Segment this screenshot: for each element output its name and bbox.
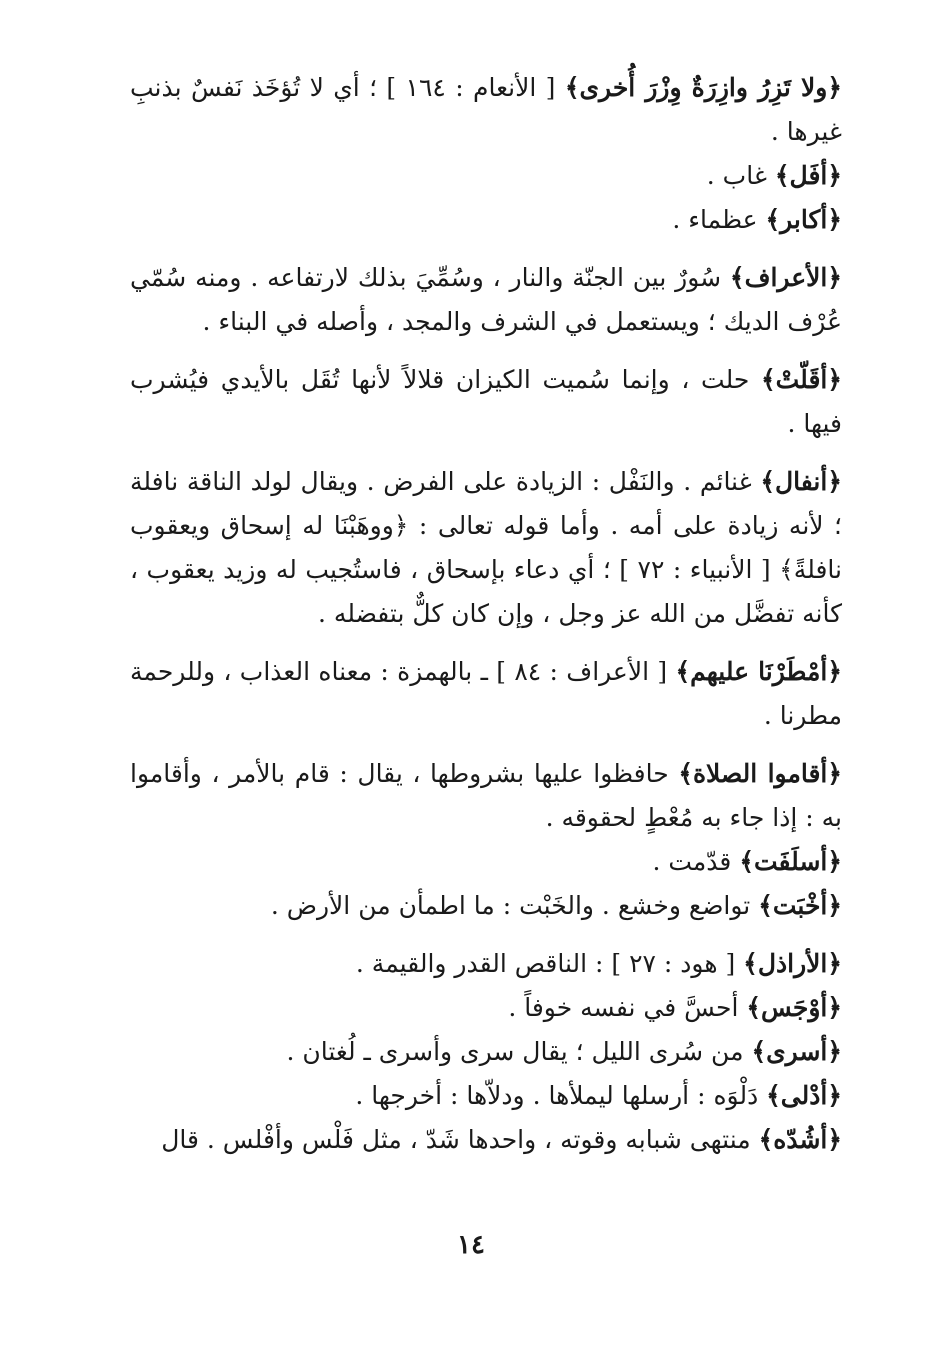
entry-amtarna: [130, 650, 842, 738]
entry-al-aradhil: [130, 942, 842, 986]
entry-headword: ﴿أكابر﴾: [765, 205, 842, 234]
entry-definition: تواضع وخشع . والخَبْت : ما اطمأن من الأرض .: [270, 891, 759, 920]
entry-headword: ﴿أشُدّه﴾: [758, 1125, 842, 1154]
entry-definition: دَلْوَه : أرسلها ليملأها . ودلاّها : أخرجها .: [355, 1081, 767, 1110]
entry-definition: [ الأنعام : ١٦٤ ] ؛ أي لا تُؤخَذ نَفسٌ بذنبِ غيرها .: [130, 73, 842, 146]
page-number: ١٤: [457, 1230, 485, 1260]
entry-definition: سُورٌ بين الجنّة والنار ، وسُمِّيَ بذلك لارتفاعه . ومنه سُمّي عُرْف الديك ؛ ويستعمل في الشرف والمجد ، وأصله في البناء .: [130, 263, 842, 336]
entry-headword: ﴿أفَل﴾: [774, 161, 842, 190]
entry-definition: حلت ، وإنما سُميت الكيزان قلالاً لأنها تُقَل بالأيدي فيُشرب فيها .: [130, 365, 842, 438]
entry-ashuddah: [130, 1118, 842, 1162]
entry-definition: غنائم . والنَفْل : الزيادة على الفرض . ويقال لولد الناقة نافلة ؛ لأنه زيادة على أمه . وأما قوله تعالى : ﴿ووهَبْنَا له إسحاق ويعقوب نافلةً﴾ [ الأنبياء : ٧٢ ] ؛ أي دعاء بإسحاق ، فاستُجيب له وزيد يعقوب ، كأنه تفضَّل من الله عز وجل ، وإن كان كلٌّ بتفضله .: [130, 467, 842, 628]
entry-headword: ﴿أخْبَت﴾: [758, 891, 842, 920]
entry-asra: [130, 1030, 842, 1074]
entry-headword: ﴿أسلَفَت﴾: [739, 847, 842, 876]
entry-aqallat: [130, 358, 842, 446]
entry-definition: قدّمت .: [652, 847, 740, 876]
entry-definition: أحسَّ في نفسه خوفاً .: [508, 993, 747, 1022]
entry-headword: ﴿أقَلّتْ﴾: [760, 365, 842, 394]
entry-aslafat: [130, 840, 842, 884]
entry-definition: من سُرى الليل ؛ يقال سرى وأسرى ـ لُغتان .: [286, 1037, 752, 1066]
entry-awjas: [130, 986, 842, 1030]
entry-headword: ﴿أقاموا الصلاة﴾: [678, 759, 842, 788]
entry-definition: غاب .: [706, 161, 775, 190]
entry-afal: [130, 154, 842, 198]
entry-headword: ﴿ولا تَزِرُ وازِرَةٌ وِزْرَ أُخرى﴾: [564, 73, 842, 102]
entry-headword: ﴿الأعراف﴾: [729, 263, 842, 292]
entry-al-araf: [130, 256, 842, 344]
entry-definition: حافظوا عليها بشروطها ، يقال : قام بالأمر ، وأقاموا به : إذا جاء به مُعْطٍ لحقوقه .: [130, 759, 842, 832]
entry-adla: [130, 1074, 842, 1118]
entry-definition: عظماء .: [672, 205, 766, 234]
entry-anfal: [130, 460, 842, 636]
entry-headword: ﴿أنفال﴾: [760, 467, 842, 496]
entry-definition: منتهى شبابه وقوته ، واحدها شَدّ ، مثل فَلْس وأفْلس . قال: [161, 1125, 759, 1154]
entry-headword: ﴿أسرى﴾: [751, 1037, 842, 1066]
entry-aqamu-al-salat: [130, 752, 842, 840]
entry-headword: ﴿أمْطَرْنَا عليهم﴾: [675, 657, 842, 686]
page-body: [130, 66, 842, 1162]
entry-headword: ﴿أوْجَس﴾: [746, 993, 842, 1022]
entry-akabir: [130, 198, 842, 242]
entry-headword: ﴿الأراذل﴾: [743, 949, 842, 978]
entry-definition: [ الأعراف : ٨٤ ] ـ بالهمزة : معناه العذاب ، وللرحمة مطرنا .: [130, 657, 842, 730]
entry-akhbat: [130, 884, 842, 928]
entry-definition: [ هود : ٢٧ ] : الناقص القدر والقيمة .: [355, 949, 744, 978]
entry-headword: ﴿أدْلى﴾: [766, 1081, 842, 1110]
entry-wala-tazir: [130, 66, 842, 154]
